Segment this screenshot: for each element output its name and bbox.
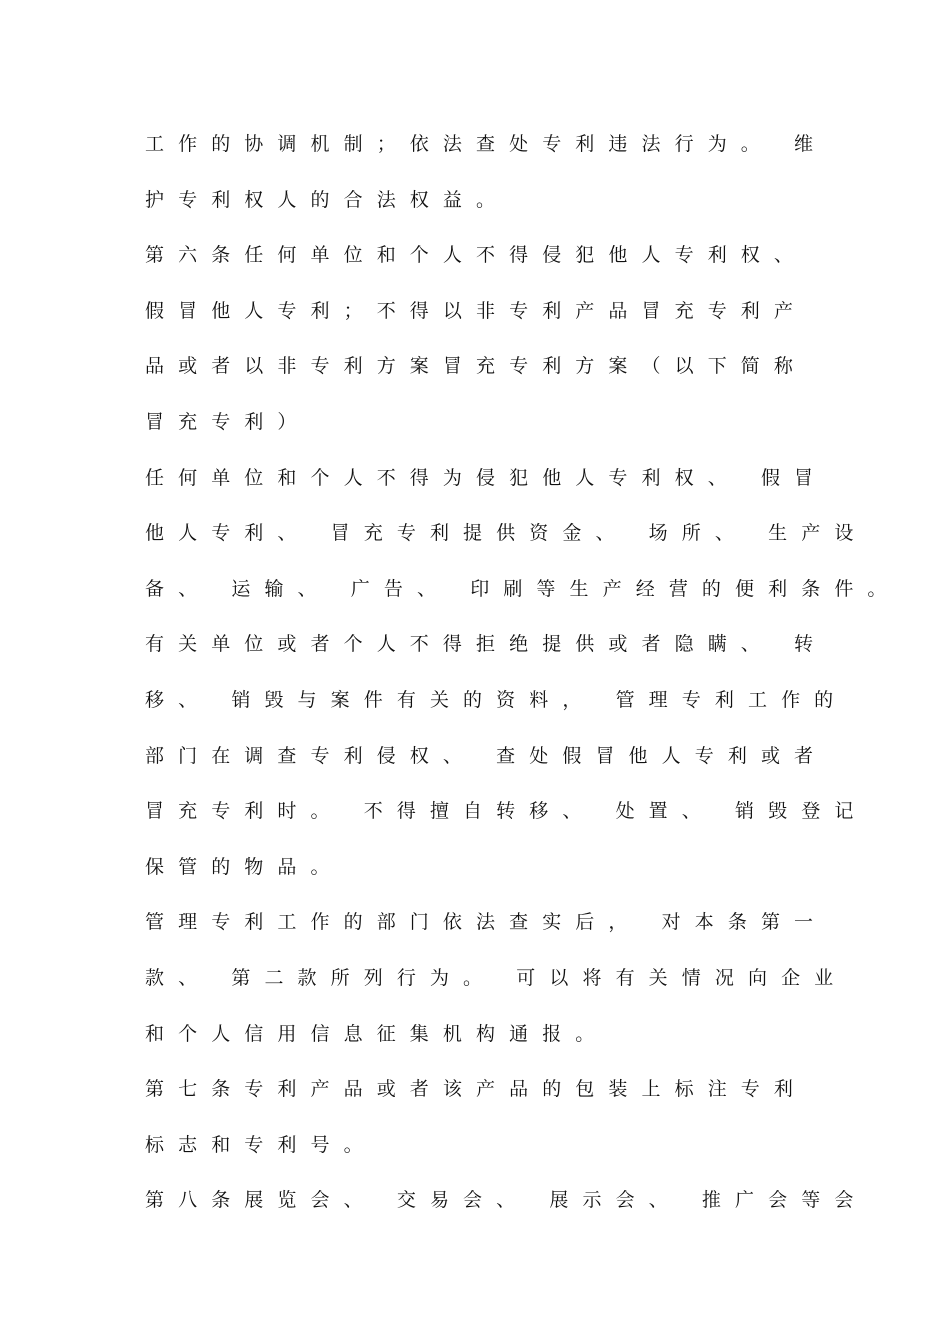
text-line: 移、 销毁与案件有关的资料， 管理专利工作的 <box>145 688 848 711</box>
text-line: 备、 运输、 广告、 印刷等生产经营的便利条件。 <box>145 577 901 600</box>
body-text <box>145 120 901 1232</box>
text-line: 标志和专利号。 <box>145 1133 377 1156</box>
text-line: 冒充专利） <box>145 410 311 433</box>
text-line: 管理专利工作的部门依法查实后， 对本条第一 <box>145 911 828 934</box>
text-line: 有关单位或者个人不得拒绝提供或者隐瞒、 转 <box>145 633 828 656</box>
text-line: 护专利权人的合法权益。 <box>145 188 510 211</box>
text-line: 任何单位和个人不得为侵犯他人专利权、 假冒 <box>145 466 828 489</box>
text-line: 品或者以非专利方案冒充专利方案（以下简称 <box>145 355 808 378</box>
text-line: 工作的协调机制；依法查处专利违法行为。 维 <box>145 133 828 155</box>
text-line: 和个人信用信息征集机构通报。 <box>145 1022 609 1045</box>
text-line: 假冒他人专利；不得以非专利产品冒充专利产 <box>145 299 808 322</box>
text-line: 他人专利、 冒充专利提供资金、 场所、 生产设 <box>145 522 868 545</box>
text-line: 保管的物品。 <box>145 855 344 878</box>
text-line: 冒充专利时。 不得擅自转移、 处置、 销毁登记 <box>145 800 868 823</box>
text-line: 第八条展览会、 交易会、 展示会、 推广会等会 <box>145 1189 868 1212</box>
text-line: 款、 第二款所列行为。 可以将有关情况向企业 <box>145 966 848 989</box>
text-line: 第六条任何单位和个人不得侵犯他人专利权、 <box>145 244 808 267</box>
text-line: 第七条专利产品或者该产品的包装上标注专利 <box>145 1078 808 1101</box>
text-line: 部门在调查专利侵权、 查处假冒他人专利或者 <box>145 744 828 767</box>
